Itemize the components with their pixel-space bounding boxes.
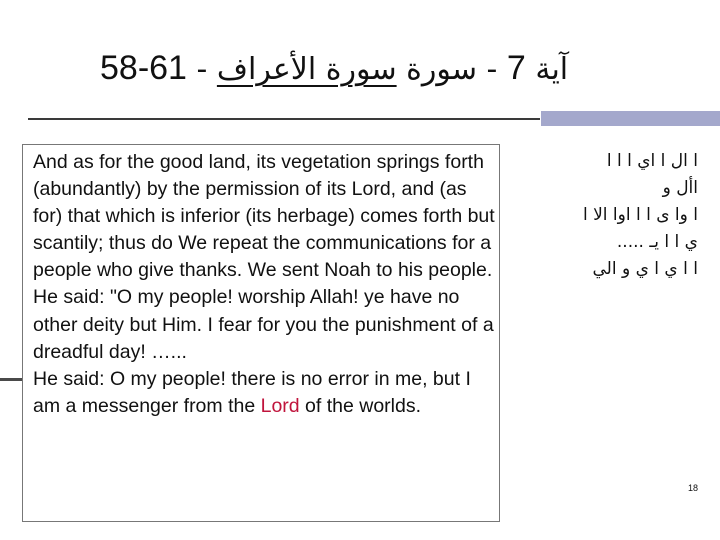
verses-58-60-text: And as for the good land, its vegetation springs forth (abundantly) by the permission of its Lord, and (as for) that which is inferior (its herbage) comes forth but scantily; thus do We repeat the communications for a people who give thanks. We sent Noah to his people. He said: "O my people! worship Allah! ye have no other deity but Him. I fear for you the punishment of a dreadful day! …... [33,151,495,363]
arabic-line: ا وا ى ا ا اوا الا ا [582,205,698,225]
page-number: 18 [687,483,698,493]
left-edge-mark [0,378,22,381]
verse-61-end: of the worlds. [299,394,422,417]
surah-name: سورة الأعراف [216,52,397,87]
title-underline-rule [28,118,540,120]
arabic-text-panel [508,148,698,283]
surah-number: 7 [506,49,526,87]
verse-61-start: He said: O my people! there is no error in me, but I am a messenger from the [33,367,471,417]
lord-highlight: Lord [260,394,300,417]
surah-label: - سورة [406,52,498,87]
arabic-line: األ و [662,178,698,198]
arabic-line: ي ا ا يـ ..... [616,232,698,252]
arabic-line: ا ال ا اي ا ا ا [606,151,698,171]
accent-bar [541,111,720,126]
english-translation [33,149,501,420]
slide-title [100,46,660,92]
verse-range: 58-61 [100,49,187,87]
arabic-line: ا ا ي ا ي و الي [592,259,698,279]
verse-61-text [33,366,501,420]
verse-label: - آية [196,52,569,87]
